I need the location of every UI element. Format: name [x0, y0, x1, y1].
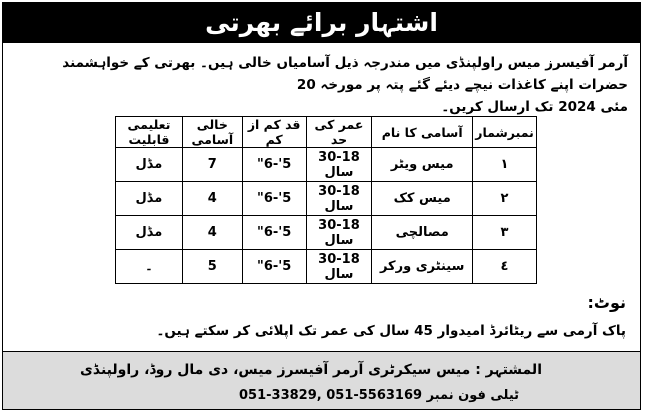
cell-post-name: سینٹری ورکر — [372, 250, 473, 284]
cell-serial: ٢ — [473, 182, 537, 216]
cell-min-height: 5'-6" — [242, 182, 306, 216]
advertiser-label: المشتہر : — [475, 362, 542, 378]
header-qualification: تعلیمی قابلیت — [116, 117, 183, 148]
cell-qualification: مڈل — [116, 148, 183, 182]
table-header-row — [116, 117, 537, 148]
cell-min-height: 5'-6" — [242, 216, 306, 250]
cell-post-name: مصالچی — [372, 216, 473, 250]
header-post-name: آسامی کا نام — [372, 117, 473, 148]
cell-serial: ١ — [473, 148, 537, 182]
header-age-limit: عمر کی حد — [306, 117, 372, 148]
phone-line — [239, 388, 519, 403]
phone-numbers: 051-33829, 051-5563169 — [239, 388, 423, 403]
advertisement-page — [2, 2, 641, 410]
header-vacancies: خالی آسامی — [182, 117, 242, 148]
phone-label: ٹیلی فون نمبر — [426, 388, 520, 403]
intro-paragraph — [17, 52, 628, 118]
cell-vacancies: 7 — [182, 148, 242, 182]
cell-age-limit: 30-18 سال — [306, 148, 372, 182]
intro-line-1: آرمر آفیسرز میس راولپنڈی میں مندرجہ ذیل آسامیاں خالی ہیں۔ بھرتی کے خواہشمند حضرات اپنے کاغذات نیچے دیئے گئے پتہ پر مورخہ 20 — [62, 55, 628, 93]
page-title: اشتہار برائے بھرتی — [3, 3, 640, 43]
table-row — [116, 250, 537, 284]
cell-serial: ٣ — [473, 216, 537, 250]
cell-vacancies: 4 — [182, 182, 242, 216]
intro-line-2: مئی 2024 تک ارسال کریں۔ — [441, 99, 628, 115]
cell-qualification: مڈل — [116, 182, 183, 216]
vacancies-table — [115, 116, 537, 284]
header-serial: نمبرشمار — [473, 117, 537, 148]
cell-post-name: میس ویٹر — [372, 148, 473, 182]
cell-vacancies: 5 — [182, 250, 242, 284]
cell-age-limit: 30-18 سال — [306, 250, 372, 284]
cell-qualification: ۔ — [116, 250, 183, 284]
cell-serial: ٤ — [473, 250, 537, 284]
footer — [3, 351, 640, 409]
advertiser-address: میس سیکرٹری آرمر آفیسرز میس، دی مال روڈ، راولپنڈی — [80, 362, 471, 378]
cell-min-height: 5'-6" — [242, 148, 306, 182]
cell-qualification: مڈل — [116, 216, 183, 250]
note-heading: نوٹ: — [587, 293, 626, 312]
cell-age-limit: 30-18 سال — [306, 216, 372, 250]
cell-min-height: 5'-6" — [242, 250, 306, 284]
header-min-height: قد کم از کم — [242, 117, 306, 148]
advertiser-line — [80, 362, 542, 378]
cell-age-limit: 30-18 سال — [306, 182, 372, 216]
table-row — [116, 148, 537, 182]
cell-vacancies: 4 — [182, 216, 242, 250]
note-text: پاک آرمی سے ریٹائرڈ امیدوار 45 سال کی عمر تک اپلائی کر سکتے ہیں۔ — [156, 323, 626, 339]
table-row — [116, 182, 537, 216]
cell-post-name: میس کک — [372, 182, 473, 216]
table-row — [116, 216, 537, 250]
